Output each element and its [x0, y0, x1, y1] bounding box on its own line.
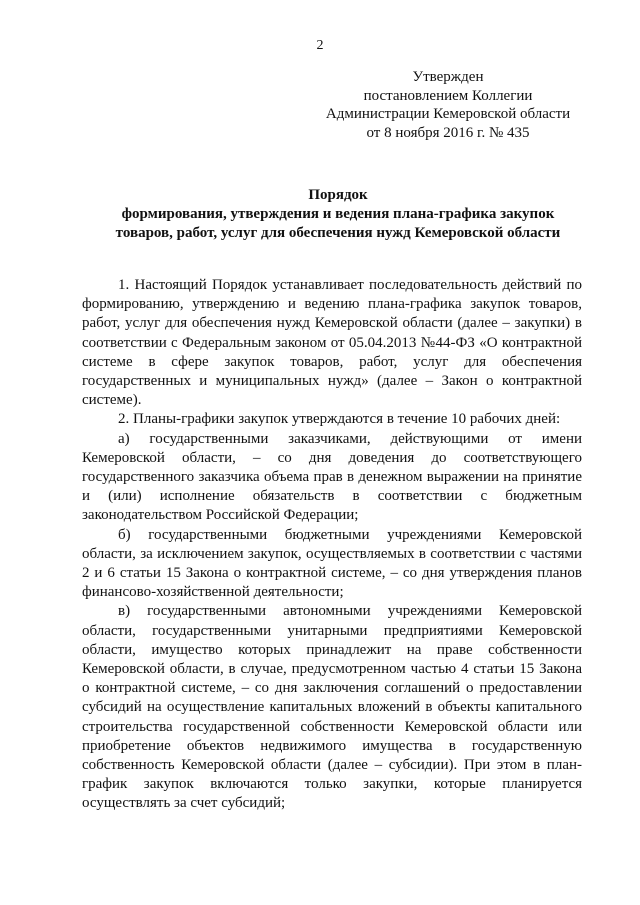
title-line-2: формирования, утверждения и ведения плана-графика закупок [121, 206, 555, 222]
approval-line-4: от 8 ноября 2016 г. № 435 [366, 124, 530, 141]
paragraph-2a: а) государственными заказчиками, действующими от имени Кемеровской области, – со дня доведения до соответствующего государственного заказчика объема прав в денежном выражении на принятие и (или) исполнение обязательств в соответствии с бюджетным законодательством Российской Федерации; [82, 430, 582, 524]
paragraph-1: 1. Настоящий Порядок устанавливает последовательность действий по формированию, утверждению и ведению плана-графика закупок товаров, работ, услуг для обеспечения нужд Кемеровской области (далее – закупки) в соответствии с Федеральным законом от 05.04.2013 №44-ФЗ «О контрактной системе в сфере закупок товаров, работ, услуг для обеспечения государственных и муниципальных нужд» (далее – Закон о контрактной системе). [82, 277, 582, 409]
paragraph-2b: б) государственными бюджетными учреждениями Кемеровской области, за исключением закупок, осуществляемых в соответствии с частями 2 и 6 статьи 15 Закона о контрактной системе, – со дня утверждения планов финансово-хозяйственной деятельности; [82, 526, 582, 601]
title-line-3: товаров, работ, услуг для обеспечения нужд Кемеровской области [115, 225, 561, 241]
page-number: 2 [316, 38, 324, 53]
paragraph-2: 2. Планы-графики закупок утверждаются в течение 10 рабочих дней: [118, 411, 561, 428]
approval-line-2: постановлением Коллегии [363, 87, 533, 104]
approval-stamp [320, 68, 576, 142]
approval-line-1: Утвержден [412, 69, 484, 85]
title-line-1: Порядок [308, 187, 368, 203]
document-body [82, 276, 582, 814]
document-title [90, 186, 586, 243]
paragraph-2c: в) государственными автономными учреждениями Кемеровской области, государственными унитарными предприятиями Кемеровской области, имущество которых принадлежит на праве собственности Кемеровской области, в случае, предусмотренном частью 4 статьи 15 Закона о контрактной системе, – со дня заключения соглашений о предоставлении субсидий на осуществление капитальных вложений в объекты капитального строительства государственной собственности Кемеровской области или приобретение объектов недвижимого имущества в государственную собственность Кемеровской области (далее – субсидии). При этом в план-график закупок включаются только закупки, которые планируется осуществлять за счет субсидий; [82, 603, 582, 812]
approval-line-3: Администрации Кемеровской области [325, 106, 571, 122]
